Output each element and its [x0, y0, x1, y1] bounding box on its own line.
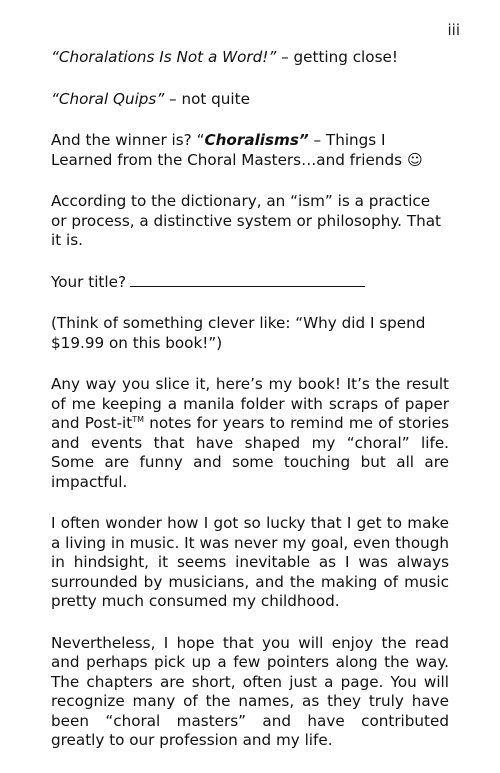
page-number: iii [447, 21, 460, 39]
paragraph-title-option-2 [51, 90, 449, 110]
book-origin-text-end: notes for years to remind me of stories and events that have shaped my “choral” life. Some are funny and some touching but all are impactful. [51, 414, 449, 491]
title-option-2-comment: – not quite [164, 89, 250, 108]
book-origin-text-start: Any way you slice it, here’s my book! It’s the result of me keeping a manila folder with scraps of paper and Post-it [51, 375, 449, 432]
paragraph-living-in-music: I often wonder how I got so lucky that I get to make a living in music. It was never my goal, even though in hindsight, it seems inevitable as I was always surrounded by musicians, and the making of music pretty much consumed my childhood. [51, 514, 449, 610]
paragraph-your-title [51, 273, 449, 293]
title-option-2: “Choral Quips” [51, 89, 165, 108]
title-option-1-comment: – getting close! [276, 48, 398, 66]
paragraph-definition: According to the dictionary, an “ism” is a practice or process, a distinctive system or philosophy. That it is. [51, 192, 441, 249]
paragraph-title-option-1 [51, 48, 449, 68]
winning-title: Choralisms” [204, 131, 309, 149]
page-body [51, 48, 449, 773]
paragraph-closing: Nevertheless, I hope that you will enjoy the read and perhaps pick up a few pointers along the way. The chapters are short, often just a page. You will recognize many of the names, as they truly have been “choral masters” and have contributed greatly to our profession and my life. [51, 633, 449, 749]
your-title-label: Your title? [51, 272, 127, 291]
winner-subtitle: – Things I Learned from the Choral Masters…and friends ☺ [51, 131, 423, 169]
paragraph-book-origin [51, 375, 449, 492]
title-blank-line [130, 273, 365, 287]
trademark-mark: TM [132, 414, 145, 424]
paragraph-clever-suggestion: (Think of something clever like: “Why did I spend $19.99 on this book!”) [51, 314, 426, 352]
winner-intro: And the winner is? “ [51, 131, 205, 149]
title-option-1: “Choralations Is Not a Word!” [51, 48, 277, 66]
paragraph-winner [51, 131, 449, 170]
